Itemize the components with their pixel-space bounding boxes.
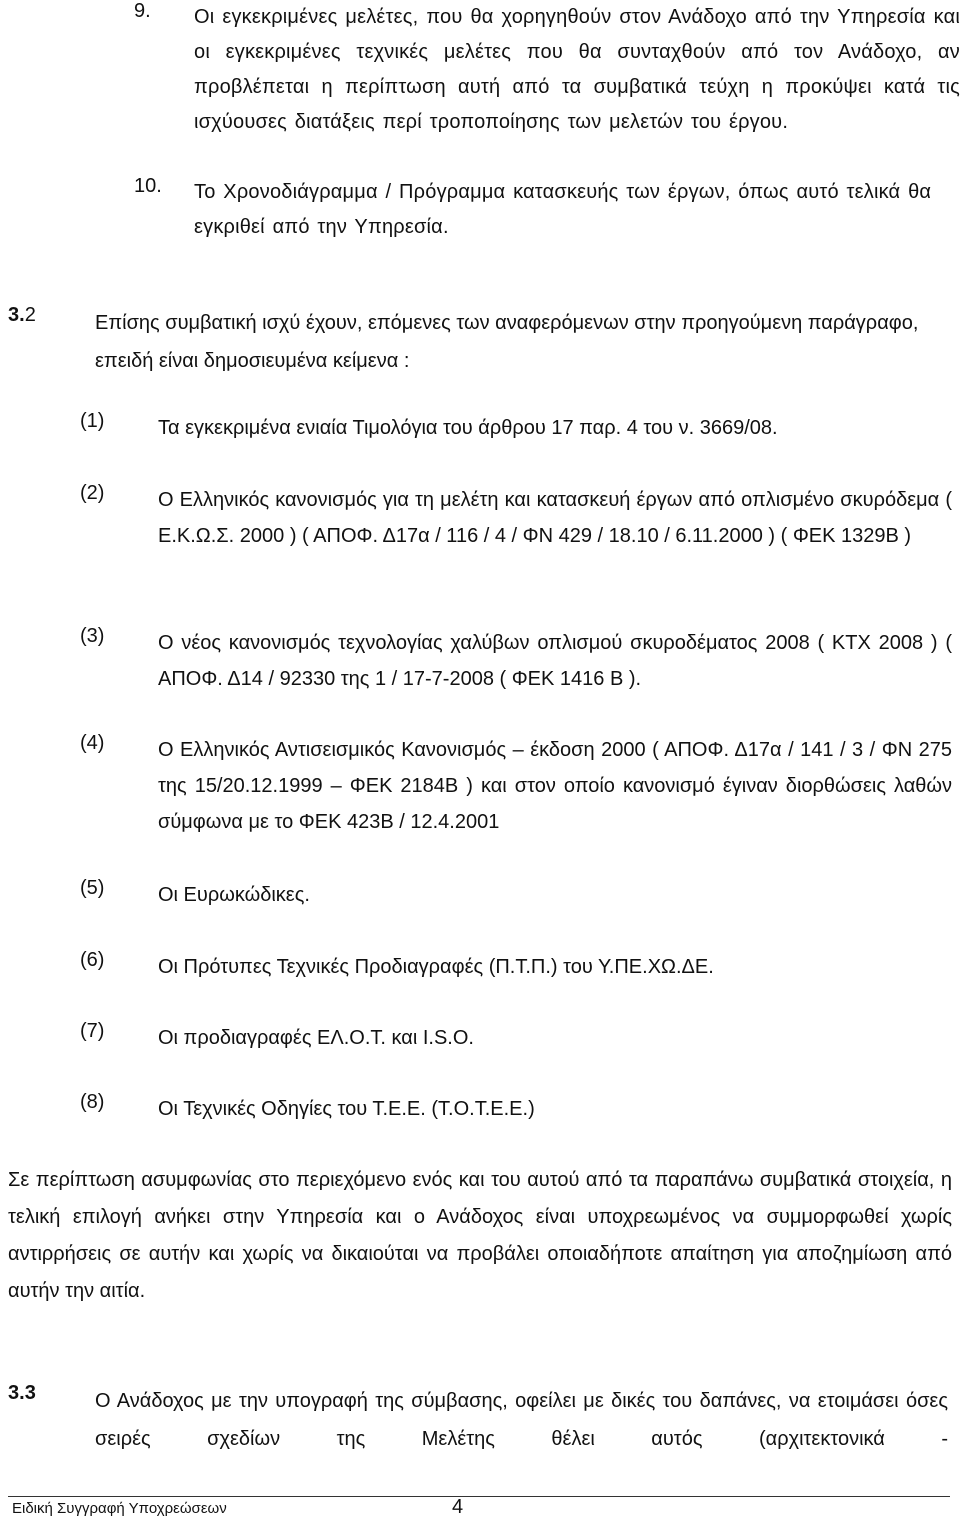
item-number: (3) [80, 625, 105, 647]
list-item [80, 482, 952, 554]
item-number: (2) [80, 482, 105, 504]
item-text: Οι εγκεκριμένες μελέτες, που θα χορηγηθούν στον Ανάδοχο από την Υπηρεσία και οι εγκεκριμένες τεχνικές μελέτες που θα συνταχθούν από τον Ανάδοχο, αν προβλέπεται η περίπτωση αυτή από τα συμβατικά τεύχη η προκύψει κατά τις ισχύουσες διατάξεις περί τροποποίησης των μελετών του έργου. [194, 6, 960, 133]
item-number: 9. [134, 0, 151, 22]
item-number: (5) [80, 877, 105, 899]
item-text: Ο Ελληνικός κανονισμός για τη μελέτη και κατασκευή έργων από οπλισμένο σκυρόδεμα ( Ε.Κ.Ω.Σ. 2000 ) ( ΑΠΟΦ. Δ17α / 116 / 4 / ΦΝ 429 / 18.10 / 6.11.2000 ) ( ΦΕΚ 1329Β ) [158, 489, 952, 547]
list-item [80, 949, 952, 985]
page-number: 4 [452, 1496, 464, 1518]
footer-divider [8, 1496, 950, 1497]
section-number: 3.3 [8, 1382, 36, 1404]
list-item-10 [134, 175, 960, 245]
item-text: Το Χρονοδιάγραμμα / Πρόγραμμα κατασκευής των έργων, όπως αυτό τελικά θα εγκριθεί από την Υπηρεσία. [194, 181, 932, 238]
list-item [80, 1020, 952, 1056]
item-text: Ο Ελληνικός Αντισεισμικός Κανονισμός – έκδοση 2000 ( ΑΠΟΦ. Δ17α / 141 / 3 / ΦΝ 275 της 15/20.12.1999 – ΦΕΚ 2184Β ) και στον οποίο κανονισμό έγιναν διορθώσεις λαθών σύμφωνα με το ΦΕΚ 423Β / 12.4.2001 [158, 739, 952, 833]
item-text: Ο νέος κανονισμός τεχνολογίας χαλύβων οπλισμού σκυροδέματος 2008 ( ΚΤΧ 2008 ) ( ΑΠΟΦ. Δ14 / 92330 της 1 / 17-7-2008 ( ΦΕΚ 1416 Β ). [158, 632, 952, 690]
section-3-3 [8, 1382, 948, 1458]
list-item [80, 625, 952, 697]
item-text: Οι Ευρωκώδικες. [158, 884, 310, 906]
closing-paragraph: Σε περίπτωση ασυμφωνίας στο περιεχόμενο ενός και του αυτού από τα παραπάνω συμβατικά στοιχεία, η τελική επιλογή ανήκει στην Υπηρεσία και ο Ανάδοχος είναι υποχρεωμένος να συμμορφωθεί χωρίς αντιρρήσεις σε αυτήν και χωρίς να δικαιούται να προβάλει οποιαδήποτε απαίτηση για αποζημίωση από αυτήν την αιτία. [8, 1169, 952, 1302]
item-number: (8) [80, 1091, 105, 1113]
item-number: (1) [80, 410, 105, 432]
item-number: (6) [80, 949, 105, 971]
item-number: (7) [80, 1020, 105, 1042]
section-text: Ο Ανάδοχος με την υπογραφή της σύμβασης, οφείλει με δικές του δαπάνες, να ετοιμάσει όσες σειρές σχεδίων της Μελέτης θέλει αυτός (αρχιτεκτονικά - [95, 1390, 948, 1450]
item-number: (4) [80, 732, 105, 754]
section-text: Επίσης συμβατική ισχύ έχουν, επόμενες των αναφερόμενων στην προηγούμενη παράγραφο, επειδή είναι δημοσιευμένα κείμενα : [95, 312, 919, 372]
item-text: Τα εγκεκριμένα ενιαία Τιμολόγια του άρθρου 17 παρ. 4 του ν. 3669/08. [158, 417, 778, 439]
item-text: Οι προδιαγραφές ΕΛ.Ο.Τ. και I.S.O. [158, 1027, 474, 1049]
item-number: 10. [134, 175, 162, 197]
item-text: Οι Τεχνικές Οδηγίες του Τ.Ε.Ε. (Τ.Ο.Τ.Ε.Ε.) [158, 1098, 535, 1120]
section-3-2 [8, 304, 948, 380]
item-text: Οι Πρότυπες Τεχνικές Προδιαγραφές (Π.Τ.Π.) του Υ.ΠΕ.ΧΩ.ΔΕ. [158, 956, 714, 978]
list-item [80, 877, 952, 913]
list-item [80, 410, 952, 446]
section-number: 3.2 [8, 304, 36, 326]
footer-title: Ειδική Συγγραφή Υποχρεώσεων [12, 1500, 227, 1517]
list-item [80, 1091, 952, 1127]
list-item-9 [134, 0, 960, 140]
list-item [80, 732, 952, 840]
